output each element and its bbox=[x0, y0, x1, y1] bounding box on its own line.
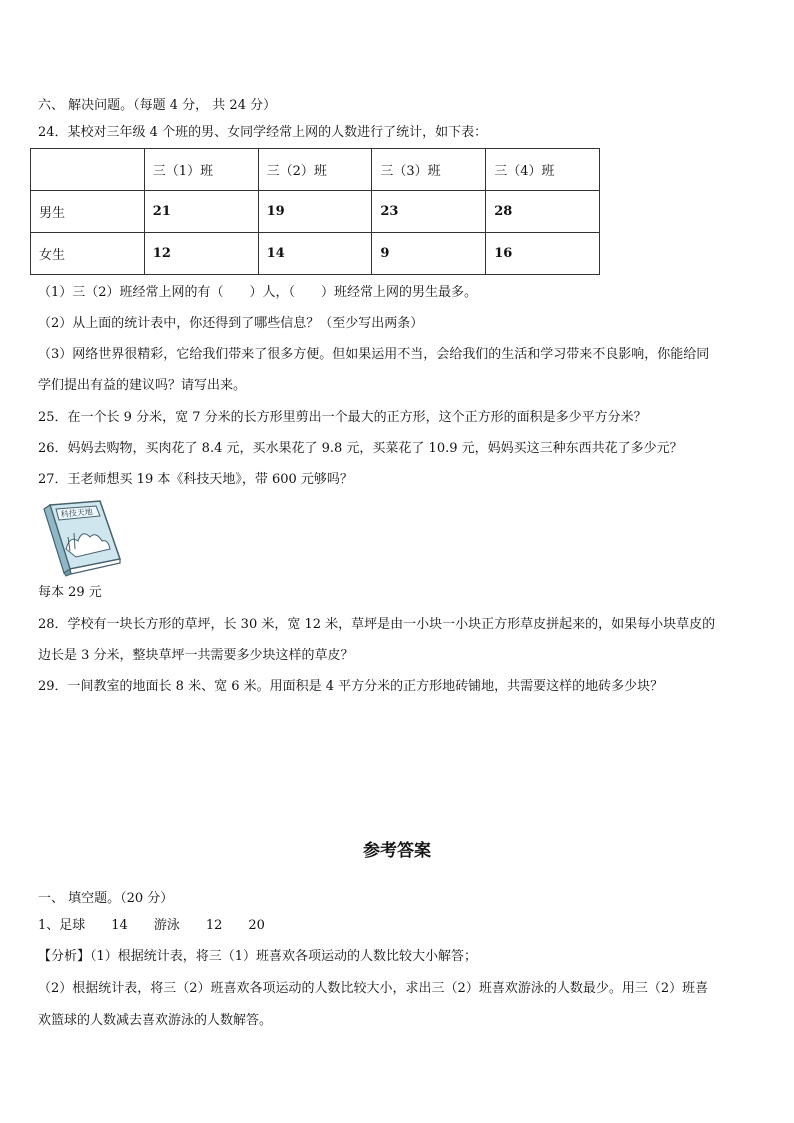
table-cell: 23 bbox=[372, 191, 486, 233]
answer-value: 20 bbox=[248, 918, 265, 933]
table-cell: 21 bbox=[144, 191, 258, 233]
question-27-price: 每本 29 元 bbox=[38, 585, 102, 600]
table-header-cell bbox=[31, 149, 145, 191]
table-cell: 19 bbox=[258, 191, 372, 233]
question-28-line-2: 边长是 3 分米，整块草坪一共需要多少块这样的草皮？ bbox=[38, 648, 354, 663]
question-24-part-3-line-1: （3）网络世界很精彩，它给我们带来了很多方便。但如果运用不当，会给我们的生活和学习带来不良影响，你能给同 bbox=[38, 347, 710, 362]
answers-section-heading: 一、 填空题。（20 分） bbox=[38, 891, 174, 906]
table-row bbox=[31, 191, 600, 233]
answers-title: 参考答案 bbox=[363, 841, 431, 861]
question-28-line-1: 28．学校有一块长方形的草坪，长 30 米，宽 12 米，草坪是由一小块一小块正方形草皮拼起来的，如果每小块草皮的 bbox=[38, 617, 716, 632]
table-header-cell: 三（1）班 bbox=[144, 149, 258, 191]
question-27-stem: 27．王老师想买 19 本《科技天地》，带 600 元够吗？ bbox=[38, 472, 353, 487]
answer-value: 14 bbox=[111, 918, 128, 933]
row-label: 男生 bbox=[31, 191, 145, 233]
question-24-part-3-line-2: 学们提出有益的建议吗？请写出来。 bbox=[38, 378, 247, 393]
table-header-cell: 三（3）班 bbox=[372, 149, 486, 191]
question-24-part-2: （2）从上面的统计表中，你还得到了哪些信息？（至少写出两条） bbox=[38, 316, 424, 331]
table-cell: 14 bbox=[258, 233, 372, 275]
table-cell: 16 bbox=[486, 233, 600, 275]
question-26: 26．妈妈去购物，买肉花了 8.4 元，买水果花了 9.8 元，买菜花了 10.9 元，妈妈买这三种东西共花了多少元？ bbox=[38, 441, 683, 456]
table-cell: 9 bbox=[372, 233, 486, 275]
row-label: 女生 bbox=[31, 233, 145, 275]
book-icon bbox=[40, 497, 122, 577]
analysis-line-3: 欢篮球的人数减去喜欢游泳的人数解答。 bbox=[38, 1013, 273, 1028]
table-row bbox=[31, 233, 600, 275]
question-24-part-1: （1）三（2）班经常上网的有（ ）人，（ ）班经常上网的男生最多。 bbox=[38, 285, 478, 300]
table-cell: 12 bbox=[144, 233, 258, 275]
book-title-label: 科技天地 bbox=[60, 507, 94, 519]
question-29: 29．一间教室的地面长 8 米、宽 6 米。用面积是 4 平方分米的正方形地砖铺地，共需要这样的地砖多少块？ bbox=[38, 679, 664, 694]
statistics-table bbox=[30, 148, 600, 275]
table-cell: 28 bbox=[486, 191, 600, 233]
question-25: 25．在一个长 9 分米，宽 7 分米的长方形里剪出一个最大的正方形，这个正方形的面积是多少平方分米？ bbox=[38, 410, 647, 425]
table-header-cell: 三（4）班 bbox=[486, 149, 600, 191]
book-illustration bbox=[40, 497, 122, 577]
table-header-row bbox=[31, 149, 600, 191]
answer-item-1 bbox=[38, 917, 265, 935]
section-heading: 六、 解决问题。（每题 4 分， 共 24 分） bbox=[38, 98, 277, 113]
answer-value: 12 bbox=[205, 918, 223, 933]
question-24-stem: 24．某校对三年级 4 个班的男、女同学经常上网的人数进行了统计，如下表： bbox=[38, 125, 488, 140]
analysis-line-1: 【分析】（1）根据统计表，将三（1）班喜欢各项运动的人数比较大小解答； bbox=[38, 949, 478, 964]
table-header-cell: 三（2）班 bbox=[258, 149, 372, 191]
analysis-line-2: （2）根据统计表，将三（2）班喜欢各项运动的人数比较大小，求出三（2）班喜欢游泳的人数最少。用三（2）班喜 bbox=[38, 981, 709, 996]
answer-item-1-label: 1、足球 bbox=[38, 918, 86, 933]
answer-value: 游泳 bbox=[153, 918, 180, 933]
